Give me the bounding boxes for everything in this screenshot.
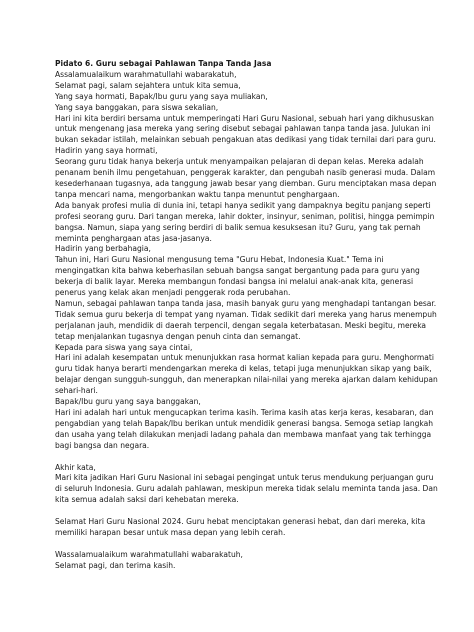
text-line: di seluruh Indonesia. Guru adalah pahlawan, meskipun mereka tidak selalu meminta tanda jasa. Dan (55, 484, 438, 494)
document-body (55, 70, 454, 572)
text-line: Bapak/Ibu guru yang saya banggakan, (55, 397, 201, 407)
text-line: Hadirin yang saya hormati, (55, 146, 158, 156)
text-line: Mari kita jadikan Hari Guru Nasional ini sebagai pengingat untuk terus mendukung perjuangan guru (55, 473, 434, 483)
text-line: tanpa mencari nama, mengorbankan waktu tanpa menuntut penghargaan. (55, 189, 340, 199)
text-line: Seorang guru tidak hanya bekerja untuk menyampaikan pelajaran di depan kelas. Mereka adalah (55, 157, 424, 167)
text-line: Yang saya banggakan, para siswa sekalian, (55, 102, 219, 112)
text-line: bangsa. Namun, siapa yang sering berdiri di balik semua kesuksesan itu? Guru, yang tak pernah (55, 222, 421, 232)
text-line: mengingatkan kita bahwa keberhasilan sebuah bangsa sangat bergantung pada para guru yang (55, 266, 420, 276)
text-line: Wassalamualaikum warahmatullahi wabarakatuh, (55, 549, 243, 559)
paragraph-gap (55, 539, 454, 550)
text-line: penerus yang kelak akan menjadi penggerak roda perubahan. (55, 288, 291, 298)
text-line: Hari ini kita berdiri bersama untuk memperingati Hari Guru Nasional, sebuah hari yang dikhususkan (55, 113, 434, 123)
text-line: Hari ini adalah hari untuk mengucapkan terima kasih. Terima kasih atas kerja keras, kesabaran, dan (55, 408, 434, 417)
text-line: memiliki harapan besar untuk masa depan yang lebih cerah. (55, 527, 286, 537)
text-line: bekerja di balik layar. Mereka membangun fondasi bangsa ini melalui anak-anak kita, generasi (55, 277, 414, 287)
document-title: Pidato 6. Guru sebagai Pahlawan Tanpa Tanda Jasa (55, 59, 272, 68)
text-line: Hari ini adalah kesempatan untuk menunjukkan rasa hormat kalian kepada para guru. Menghormati (55, 353, 434, 363)
text-line: pengabdian yang telah Bapak/Ibu berikan untuk mendidik generasi bangsa. Semoga setiap langkah (55, 418, 434, 428)
text-line: Yang saya hormati, Bapak/Ibu guru yang saya muliakan, (55, 91, 268, 101)
text-line: belajar dengan sungguh-sungguh, dan menerapkan nilai-nilai yang mereka ajarkan dalam kehidupan (55, 375, 438, 385)
text-line: untuk mengenang jasa mereka yang sering disebut sebagai pahlawan tanpa tanda jasa. Julukan ini (55, 124, 431, 134)
text-line: tetap menjalankan tugasnya dengan penuh cinta dan semangat. (55, 331, 301, 341)
paragraph-gap (55, 506, 454, 517)
text-line: Namun, sebagai pahlawan tanpa tanda jasa, masih banyak guru yang menghadapi tantangan besar. (55, 298, 437, 308)
text-line: kesederhanaan tugasnya, ada tanggung jawab besar yang diemban. Guru menciptakan masa depan (55, 178, 437, 188)
text-line: sehari-hari. (55, 386, 98, 396)
text-line: penanam benih ilmu pengetahuan, penggerak karakter, dan pengubah nasib generasi muda. Dalam (55, 168, 436, 178)
text-line: perjalanan jauh, mendidik di daerah terpencil, dengan segala keterbatasan. Meski begitu, mereka (55, 320, 427, 330)
text-line: Tidak semua guru bekerja di tempat yang nyaman. Tidak sedikit dari mereka yang harus menempuh (55, 309, 437, 319)
text-line: dan usaha yang telah dilakukan menjadi ladang pahala dan membawa manfaat yang tak terhingga (55, 429, 432, 439)
text-line: Selamat pagi, dan terima kasih. (55, 560, 176, 570)
text-line: bukan sekadar istilah, melainkan sebuah pengakuan atas dedikasi yang tidak ternilai dari para guru. (55, 135, 436, 145)
text-line: profesi seorang guru. Dari tangan mereka, lahir dokter, insinyur, seniman, politisi, hingga pemimpin (55, 211, 435, 221)
text-line: Assalamualaikum warahmatullahi wabarakatuh, (55, 69, 237, 79)
text-line: kita semua adalah saksi dari kehebatan mereka. (55, 495, 239, 505)
text-line: Tahun ini, Hari Guru Nasional mengusung tema "Guru Hebat, Indonesia Kuat." Tema ini (55, 255, 384, 265)
text-line: Selamat Hari Guru Nasional 2024. Guru hebat menciptakan generasi hebat, dan dari mereka, kita (55, 517, 426, 527)
text-line: guru tidak hanya berarti mendengarkan mereka di kelas, tetapi juga menunjukkan sikap yang baik, (55, 364, 432, 374)
text-line: bagi bangsa dan negara. (55, 440, 150, 450)
text-line: Ada banyak profesi mulia di dunia ini, tetapi hanya sedikit yang dampaknya begitu panjang seperti (55, 200, 431, 210)
text-line: Hadirin yang berbahagia, (55, 244, 151, 254)
paragraph-gap (55, 452, 454, 463)
text-line: meminta penghargaan atas jasa-jasanya. (55, 233, 212, 243)
text-line: Selamat pagi, salam sejahtera untuk kita semua, (55, 80, 241, 90)
text-line: Akhir kata, (55, 462, 96, 472)
text-line: Kepada para siswa yang saya cintai, (55, 342, 193, 352)
